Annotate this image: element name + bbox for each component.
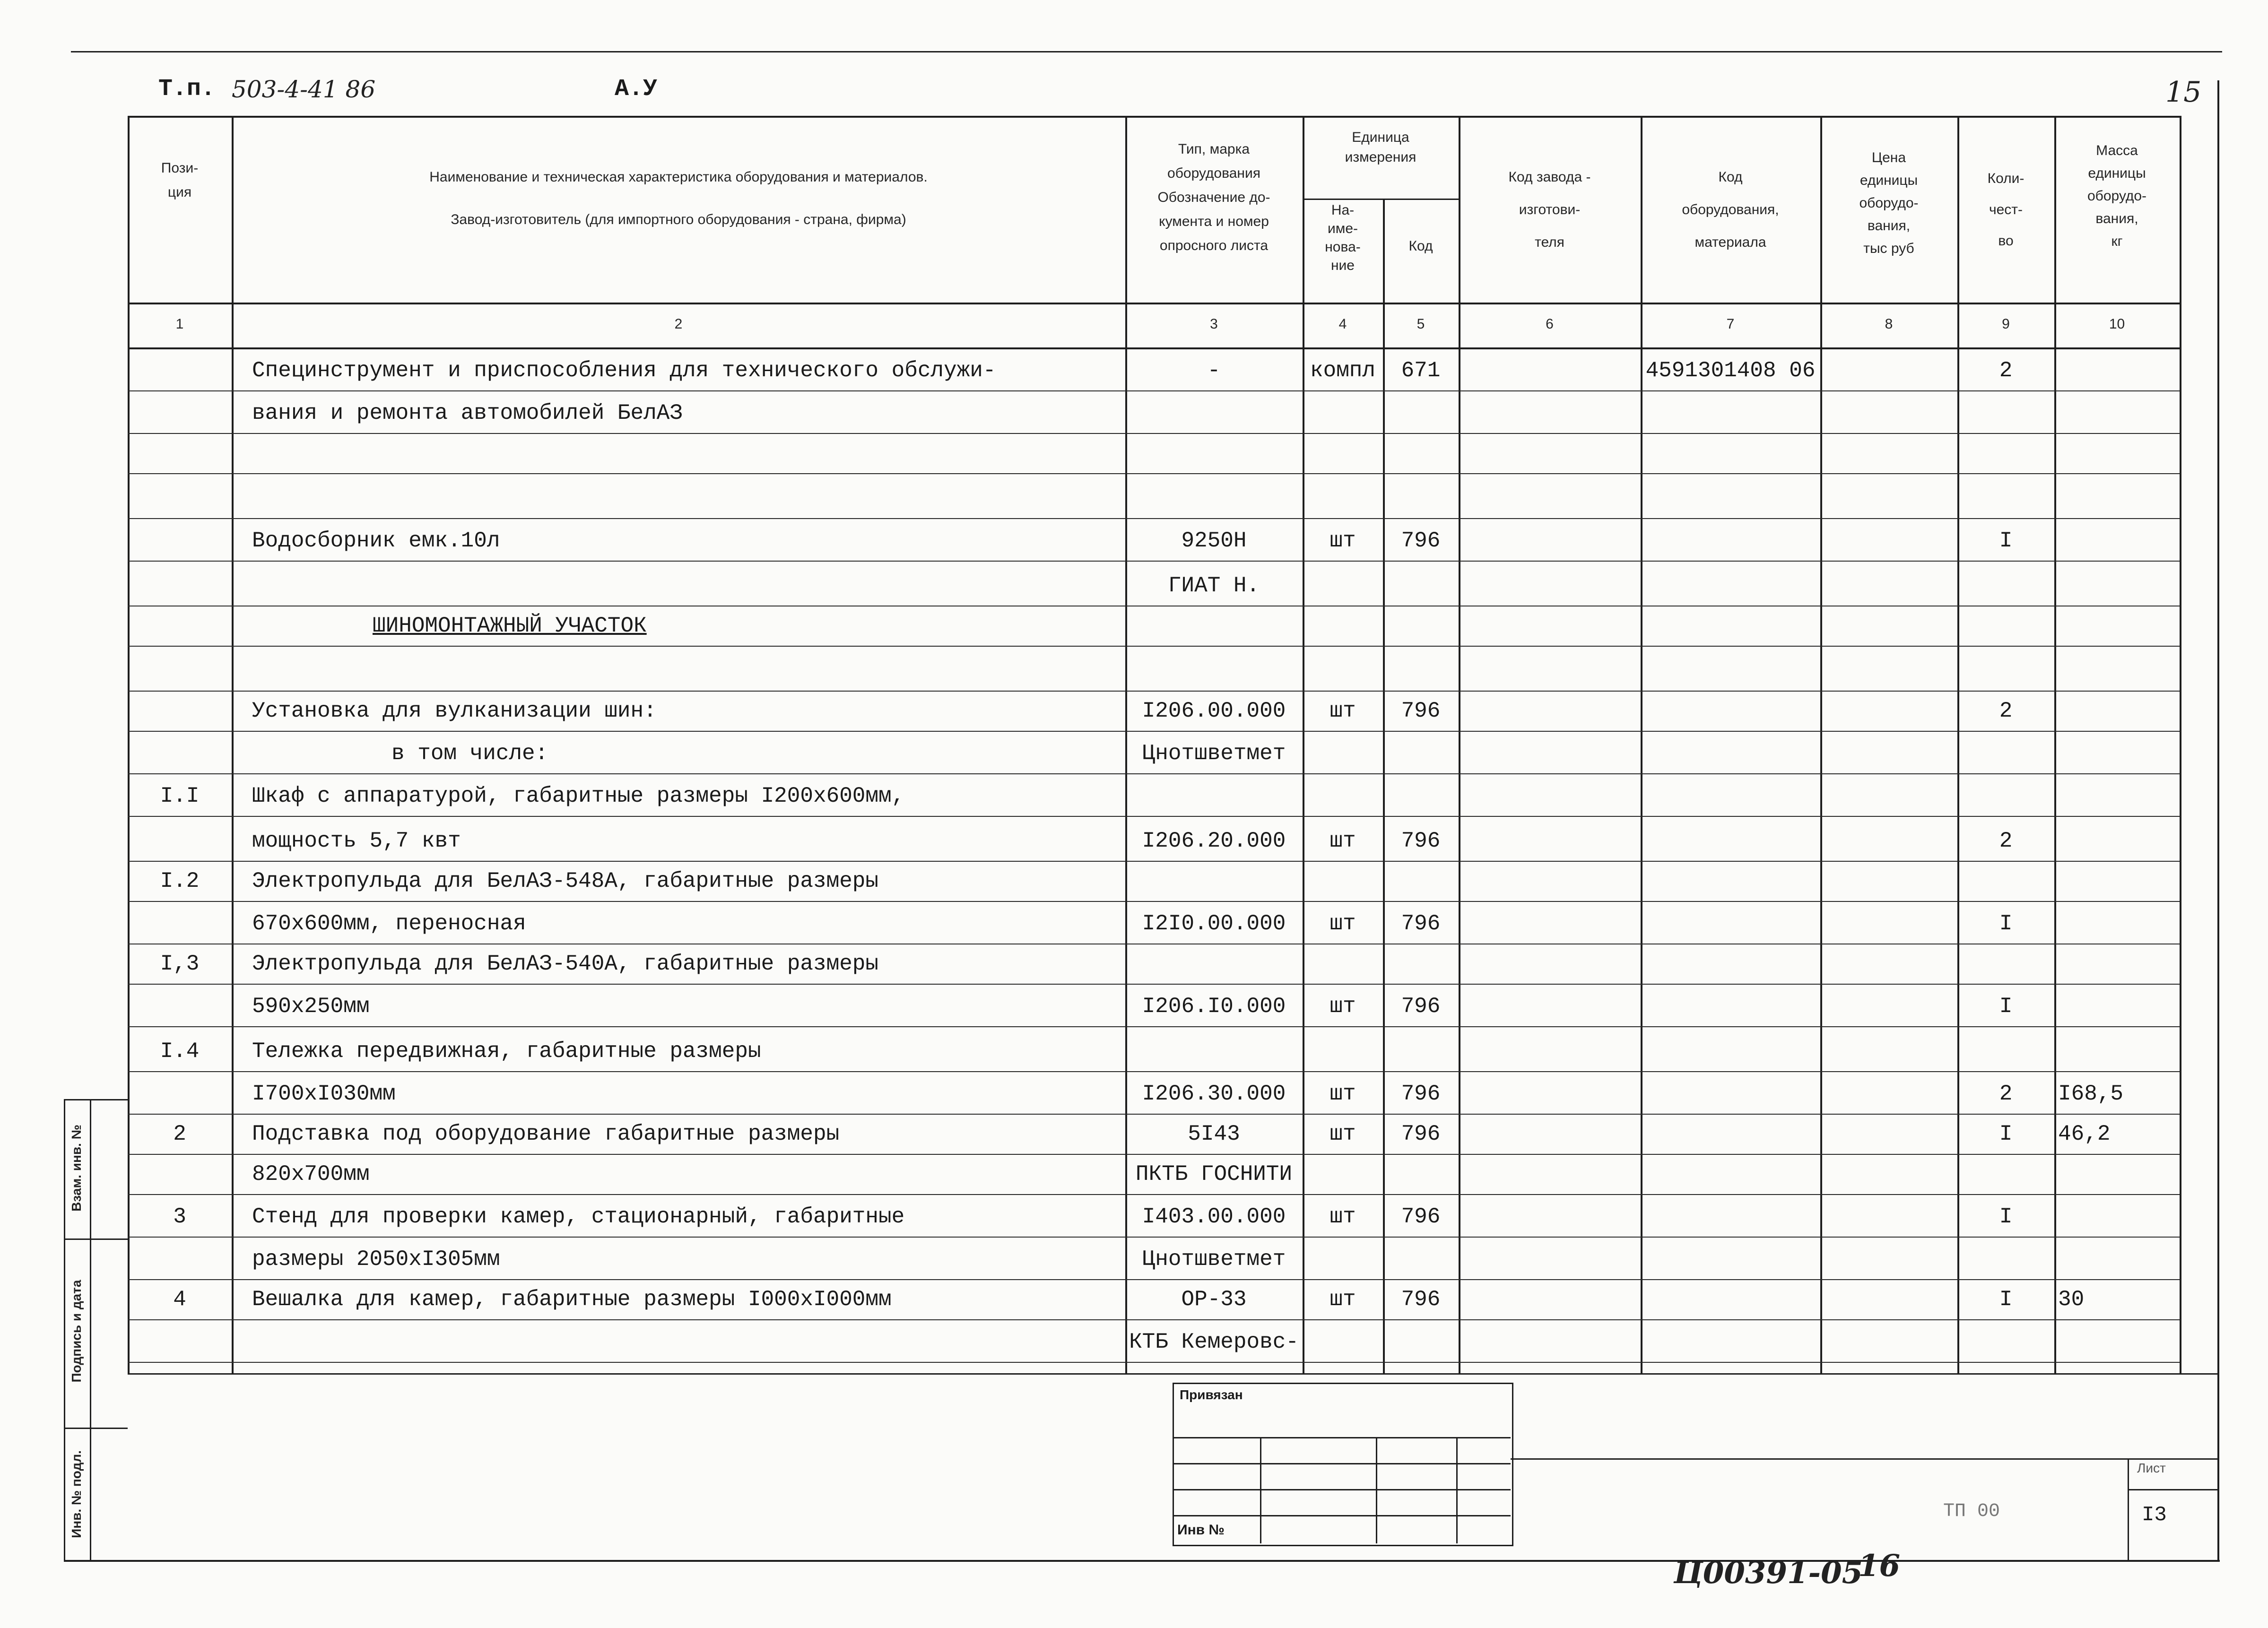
row-divider	[128, 646, 2180, 647]
col-num-3: 3	[1210, 316, 1218, 332]
cell-pos: I.I	[160, 784, 200, 808]
cell-name: I700xI030мм	[252, 1082, 396, 1106]
series-number: 503-4-41 86	[232, 76, 376, 103]
row-divider	[128, 691, 2180, 692]
col-header-unit-group: Единица измерения	[1345, 130, 1416, 165]
col-header-unit-code: Код	[1408, 238, 1433, 254]
cell-name: 590x250мм	[252, 994, 370, 1019]
cell-type: ГИАТ Н.	[1168, 573, 1260, 598]
cell-code: 796	[1401, 528, 1441, 553]
row-divider	[128, 901, 2180, 902]
col-num-6: 6	[1546, 316, 1554, 332]
archive-number: Ц00391-05	[1674, 1555, 1863, 1591]
col-header-position: Пози- ция	[161, 160, 199, 200]
row-divider	[128, 1279, 2180, 1280]
cell-qty: I	[1999, 994, 2013, 1019]
row-divider	[128, 731, 2180, 732]
col-header-factory-code: Код завода - изготови- теля	[1508, 169, 1591, 250]
col-num-5: 5	[1416, 316, 1425, 332]
row-divider	[128, 1114, 2180, 1115]
cell-name: Электропульда для БелАЗ-540А, габаритные размеры	[252, 952, 879, 976]
cell-code: 796	[1401, 1082, 1441, 1106]
row-divider	[128, 861, 2180, 862]
row-divider	[128, 816, 2180, 817]
cell-name: Вешалка для камер, габаритные размеры I000xI000мм	[252, 1287, 892, 1312]
row-divider	[128, 390, 2180, 391]
cell-unit: компл	[1310, 358, 1376, 383]
col-num-1: 1	[175, 316, 184, 332]
cell-mass: 46,2	[2058, 1122, 2111, 1146]
stamp-inv-podl: Инв. № подл.	[69, 1450, 84, 1538]
col-header-name: Наименование и техническая характеристика оборудования и материалов. Завод-изготовитель (для импортного оборудования - страна, фирма)	[429, 169, 928, 227]
cell-pos: 4	[173, 1287, 186, 1312]
row-divider	[128, 561, 2180, 562]
row-divider	[128, 1154, 2180, 1155]
cell-unit: шт	[1330, 1287, 1356, 1312]
cell-unit: шт	[1330, 699, 1356, 723]
cell-type: КТБ Кемеровс-	[1129, 1330, 1299, 1354]
cell-name: ШИНОМОНТАЖНЫЙ УЧАСТОК	[373, 614, 647, 638]
cell-name: вания и ремонта автомобилей БелАЗ	[252, 401, 683, 425]
sheet-num: I3	[2142, 1503, 2167, 1527]
row-divider	[128, 518, 2180, 519]
cell-qty: I	[1999, 1204, 2013, 1229]
cell-equip-code: 4591301408 06	[1645, 358, 1816, 383]
cell-mass: I68,5	[2058, 1082, 2124, 1106]
col-header-mass: Масса единицы оборудо- вания, кг	[2087, 143, 2147, 249]
sheet-number: 15	[2165, 76, 2202, 109]
cell-name: Подставка под оборудование габаритные размеры	[252, 1122, 840, 1146]
footer-code-fragment: ТП 00	[1943, 1501, 2000, 1522]
cell-type: 5I43	[1188, 1122, 1240, 1146]
row-divider	[128, 1362, 2180, 1363]
cell-type: Цнотшветмет	[1142, 1247, 1286, 1272]
col-header-price: Цена единицы оборудо- вания, тыс руб	[1859, 150, 1919, 256]
cell-pos: 2	[173, 1122, 186, 1146]
inv-label: Инв №	[1177, 1522, 1225, 1538]
cell-type: I403.00.000	[1142, 1204, 1286, 1229]
cell-name: Установка для вулканизации шин:	[252, 699, 657, 723]
cell-type: ПКТБ ГОСНИТИ	[1135, 1162, 1293, 1186]
col-num-2: 2	[674, 316, 683, 332]
cell-code: 796	[1401, 1287, 1441, 1312]
col-num-8: 8	[1885, 316, 1893, 332]
privyazan-label: Привязан	[1180, 1387, 1243, 1402]
row-divider	[128, 1026, 2180, 1027]
sheet-label: Лист	[2137, 1461, 2166, 1475]
cell-type: -	[1207, 358, 1221, 383]
cell-pos: I,3	[160, 952, 200, 976]
cell-name: Электропульда для БелАЗ-548А, габаритные размеры	[252, 869, 879, 893]
col-num-10: 10	[2109, 316, 2125, 332]
row-divider	[128, 984, 2180, 985]
cell-pos: I.2	[160, 869, 200, 893]
cell-name: в том числе:	[391, 741, 548, 766]
cell-unit: шт	[1330, 1122, 1356, 1146]
col-header-type: Тип, марка оборудования Обозначение до- кумента и номер опросного листа	[1157, 141, 1270, 253]
stamp-vzam-inv: Взам. инв. №	[69, 1125, 84, 1212]
cell-pos: I.4	[160, 1039, 200, 1064]
cell-unit: шт	[1330, 528, 1356, 553]
row-divider	[128, 1071, 2180, 1072]
cell-code: 796	[1401, 699, 1441, 723]
cell-name: мощность 5,7 квт	[252, 829, 461, 853]
cell-type: I206.30.000	[1142, 1082, 1286, 1106]
cell-name: Стенд для проверки камер, стационарный, габаритные	[252, 1204, 905, 1229]
cell-qty: I	[1999, 1287, 2013, 1312]
col-num-4: 4	[1338, 316, 1347, 332]
cell-name: Тележка передвижная, габаритные размеры	[252, 1039, 761, 1064]
cell-type: I206.I0.000	[1142, 994, 1286, 1019]
row-divider	[128, 1319, 2180, 1320]
row-divider	[128, 773, 2180, 774]
cell-code: 796	[1401, 829, 1441, 853]
cell-type: ОР-33	[1181, 1287, 1247, 1312]
col-header-unit-name: На- име- нова- ние	[1325, 202, 1361, 273]
cell-qty: I	[1999, 528, 2013, 553]
cell-name: 670x600мм, переносная	[252, 911, 526, 936]
stamp-podpis-data: Подпись и дата	[69, 1280, 84, 1383]
cell-code: 796	[1401, 1122, 1441, 1146]
cell-type: I206.00.000	[1142, 699, 1286, 723]
cell-name: Водосборник емк.10л	[252, 528, 500, 553]
cell-unit: шт	[1330, 994, 1356, 1019]
cell-name: 820x700мм	[252, 1162, 370, 1186]
row-divider	[128, 473, 2180, 474]
row-divider	[128, 433, 2180, 434]
cell-code: 796	[1401, 1204, 1441, 1229]
cell-pos: 3	[173, 1204, 186, 1229]
cell-unit: шт	[1330, 1082, 1356, 1106]
col-header-equipment-code: Код оборудования, материала	[1682, 169, 1779, 250]
cell-name: Специнструмент и приспособления для технического обслужи-	[252, 358, 996, 383]
cell-code: 796	[1401, 994, 1441, 1019]
cell-qty: I	[1999, 1122, 2013, 1146]
cell-code: 671	[1401, 358, 1441, 383]
cell-unit: шт	[1330, 829, 1356, 853]
cell-mass: 30	[2058, 1287, 2085, 1312]
col-num-9: 9	[2002, 316, 2010, 332]
cell-qty: 2	[1999, 699, 2013, 723]
cell-unit: шт	[1330, 1204, 1356, 1229]
cell-qty: 2	[1999, 358, 2013, 383]
col-header-quantity: Коли- чест- во	[1987, 171, 2025, 249]
cell-type: I206.20.000	[1142, 829, 1286, 853]
row-divider	[128, 1237, 2180, 1238]
cell-unit: шт	[1330, 911, 1356, 936]
cell-type: 9250Н	[1181, 528, 1247, 553]
cell-type: Цнотшветмет	[1142, 741, 1286, 766]
series-prefix: Т.п.	[158, 76, 216, 103]
cell-type: I2I0.00.000	[1142, 911, 1286, 936]
archive-sheet: 16	[1858, 1548, 1901, 1584]
section-code: А.У	[615, 76, 658, 103]
cell-name: Шкаф с аппаратурой, габаритные размеры I200x600мм,	[252, 784, 905, 808]
row-divider	[128, 1194, 2180, 1195]
cell-qty: 2	[1999, 1082, 2013, 1106]
cell-qty: I	[1999, 911, 2013, 936]
col-num-7: 7	[1726, 316, 1735, 332]
cell-name: размеры 2050xI305мм	[252, 1247, 500, 1272]
cell-code: 796	[1401, 911, 1441, 936]
cell-qty: 2	[1999, 829, 2013, 853]
